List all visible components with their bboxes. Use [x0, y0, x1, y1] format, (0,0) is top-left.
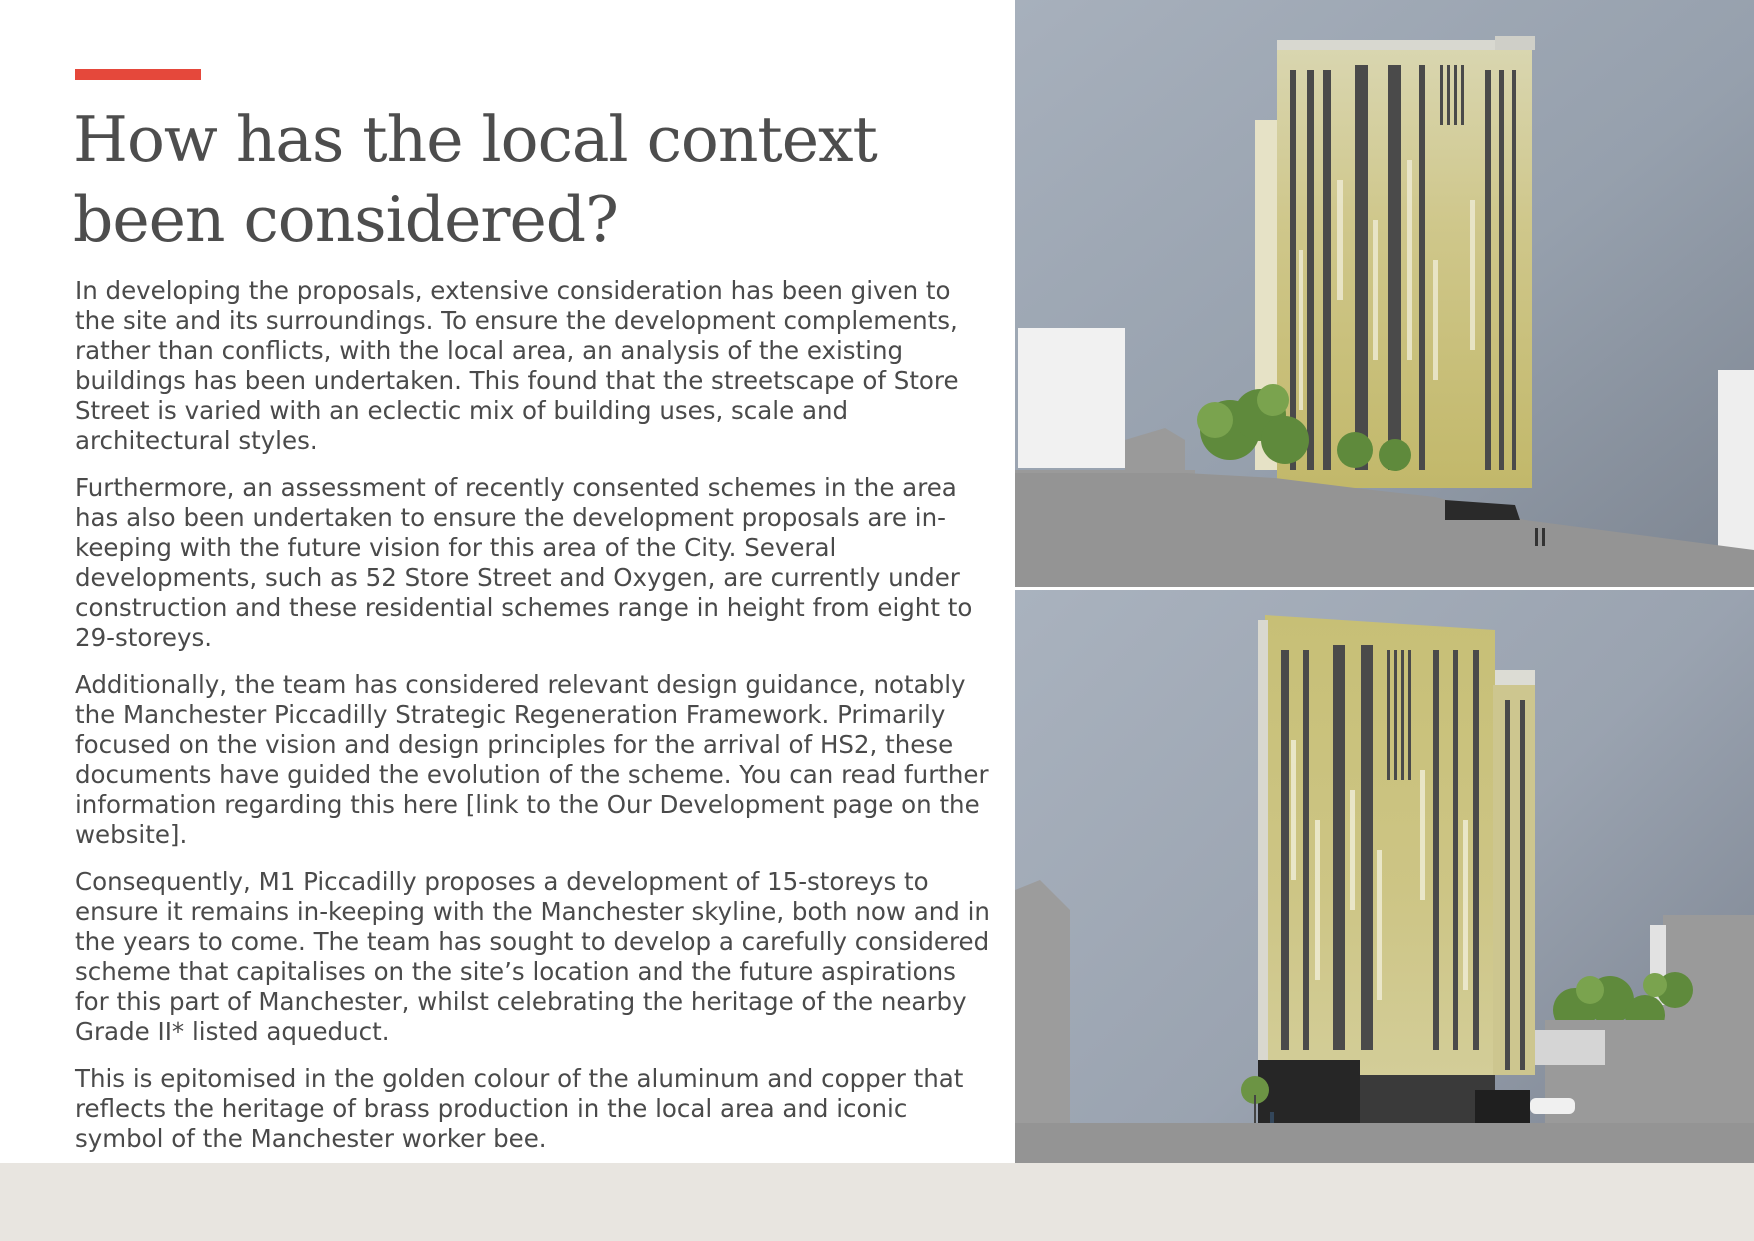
body-text [75, 276, 990, 1171]
elevation-bottom-image [1015, 590, 1754, 1163]
elevation-top-image [1015, 0, 1754, 587]
elevation-render-bottom [1015, 590, 1754, 1163]
paragraph-3: Additionally, the team has considered relevant design guidance, notably the Manchester Piccadilly Strategic Regeneration Framework. Primarily focused on the vision and design principles for the arrival of HS2, these documents have guided the evolution of the scheme. You can read further information regarding this here [link to the Our Development page on the website]. [75, 670, 989, 849]
paragraph-1: In developing the proposals, extensive consideration has been given to the site and its surroundings. To ensure the development complements, rather than conflicts, with the local area, an analysis of the existing buildings has been undertaken. This found that the streetscape of Store Street is varied with an eclectic mix of building uses, scale and architectural styles. [75, 276, 959, 455]
paragraph-5: This is epitomised in the golden colour of the aluminum and copper that reflects the heritage of brass production in the local area and iconic symbol of the Manchester worker bee. [75, 1064, 964, 1153]
footer-band [0, 1163, 1754, 1241]
elevation-render-top [1015, 0, 1754, 587]
paragraph-2: Furthermore, an assessment of recently consented schemes in the area has also been undertaken to ensure the development proposals are in-keeping with the future vision for this area of the City. Several developments, such as 52 Store Street and Oxygen, are currently under construction and these residential schemes range in height from eight to 29-storeys. [75, 473, 973, 652]
accent-bar [75, 69, 201, 80]
paragraph-4: Consequently, M1 Piccadilly proposes a development of 15-storeys to ensure it remains in-keeping with the Manchester skyline, both now and in the years to come. The team has sought to develop a carefully considered scheme that capitalises on the site’s location and the future aspirations for this part of Manchester, whilst celebrating the heritage of the nearby Grade II* listed aqueduct. [75, 867, 990, 1046]
page-title: How has the local context been considered? [73, 103, 877, 256]
